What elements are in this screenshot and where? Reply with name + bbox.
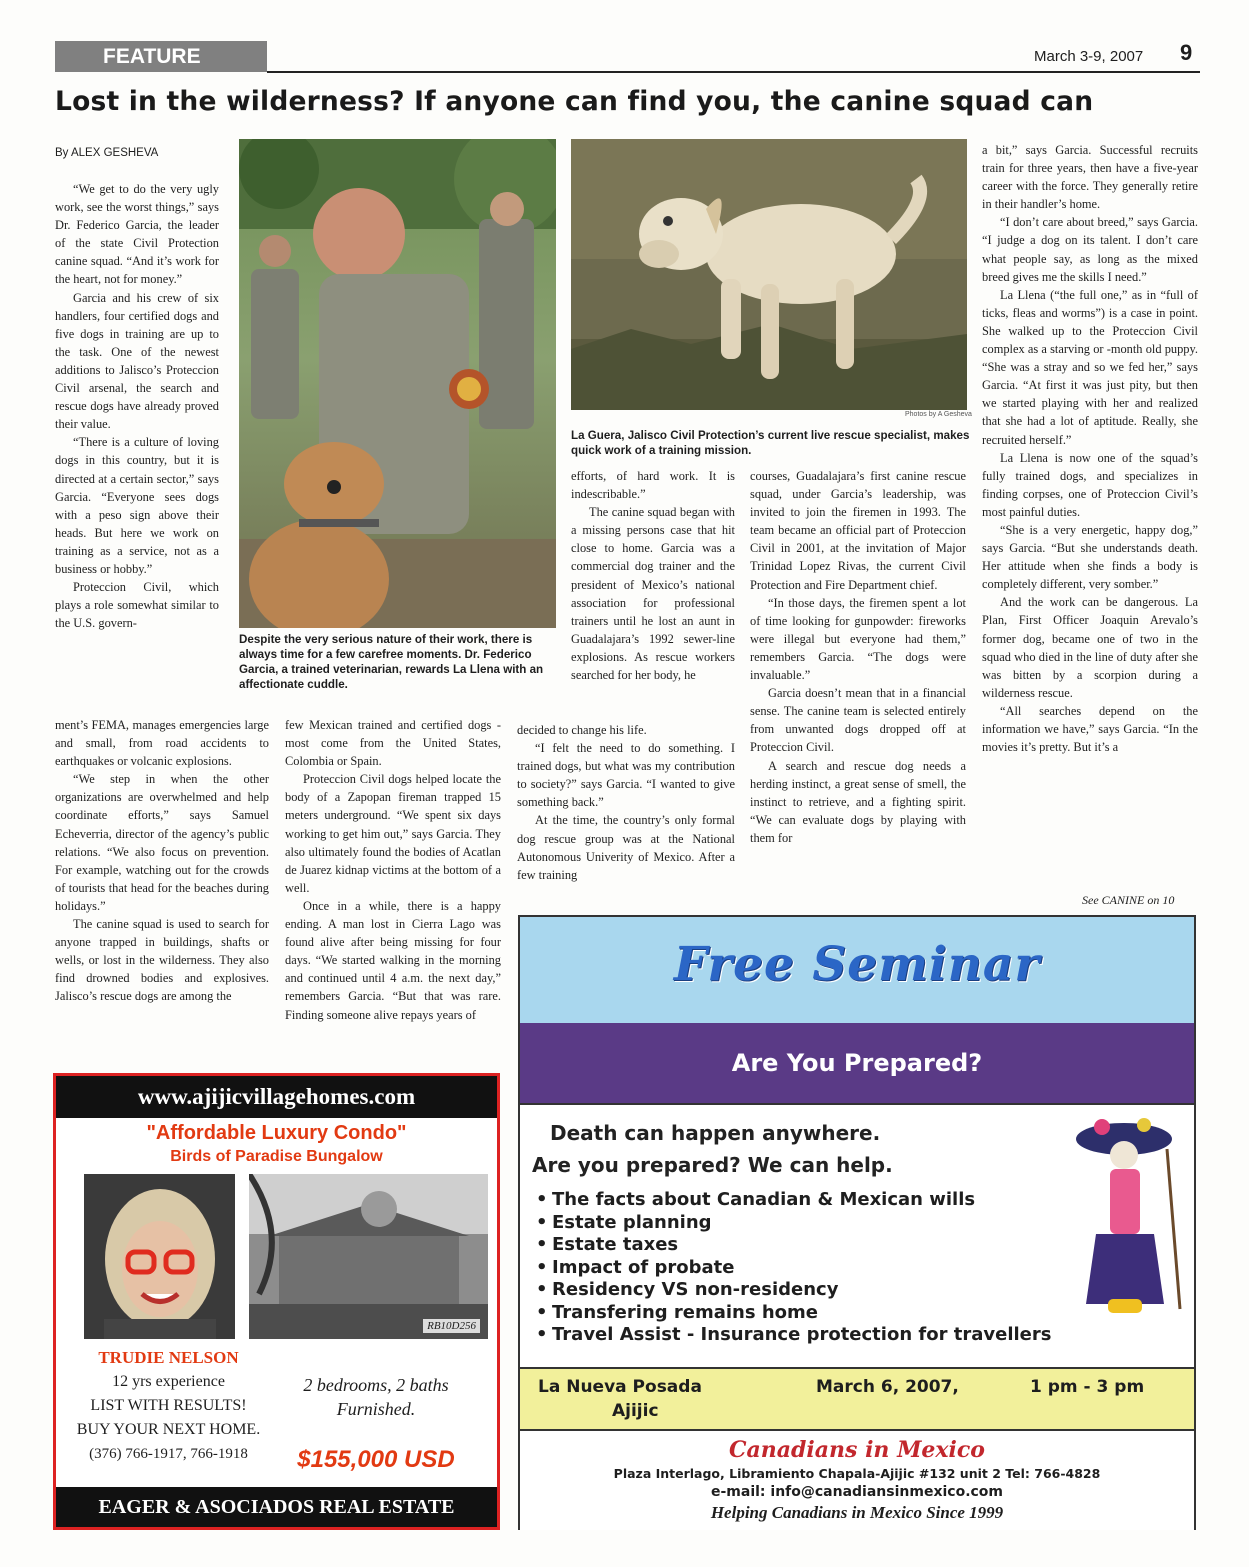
org-name: Canadians in Mexico <box>729 1437 985 1463</box>
list-item: • Impact of probate <box>536 1257 1051 1280</box>
agent-line2: BUY YOUR NEXT HOME. <box>76 1421 261 1438</box>
paragraph: “She is a very energetic, happy dog,” says Garcia. “But she understands death. Her attitude when she finds a body is completely different, very somber.” <box>982 522 1198 592</box>
article-column-1-top <box>55 180 219 632</box>
running-dog-image <box>571 139 967 410</box>
photo2-caption: La Guera, Jalisco Civil Protection’s current live rescue specialist, makes quick work of a training mission. <box>571 429 970 457</box>
article-column-3-top <box>571 467 735 684</box>
seminar-topics <box>536 1189 1051 1347</box>
issue-date: March 3-9, 2007 <box>1034 48 1144 65</box>
paragraph: At the time, the country’s only formal dog rescue group was at the National Autonomous Univerity of Mexico. After a few training <box>517 813 735 882</box>
seminar-ad <box>518 915 1196 1530</box>
paragraph: courses, Guadalajara’s first canine rescue squad, under Garcia’s leadership, was invited to join the firemen in 1993. The team became an official part of Proteccion Civil in 2001, at the invitation of Major Trinidad Lopez Rivas, the current Civil Protection and Fire Department chief. <box>750 469 966 592</box>
agent-experience: 12 yrs experience <box>112 1373 225 1390</box>
photo-officer-with-dog <box>239 139 556 628</box>
paragraph: decided to change his life. <box>517 723 647 737</box>
paragraph: “I felt the need to do something. I trained dogs, but what was my contribution to society?” says Garcia. “I wanted to give something back.” <box>517 741 735 810</box>
paragraph: few Mexican trained and certified dogs - most come from the United States, Colombia or Spain. <box>285 718 501 769</box>
paragraph: “We get to do the very ugly work, see the worst things,” says Dr. Federico Garcia, the leader of the state Civil Protection canine squad. “And it’s work for the heart, not for money.” <box>55 182 219 287</box>
paragraph: a bit,” says Garcia. Successful recruits train for three years, then have a five-year career with the force. They generally retire in their handler’s home. <box>982 143 1198 212</box>
agent-line1: LIST WITH RESULTS! <box>90 1397 247 1414</box>
org-tagline: Helping Canadians in Mexico Since 1999 <box>710 1503 1004 1522</box>
condo-rooms: 2 bedrooms, 2 baths <box>303 1375 449 1395</box>
paragraph: “All searches depend on the information we have,” says Garcia. “In the movies it’s pretty. But it’s a <box>982 703 1198 755</box>
byline: By ALEX GESHEVA <box>55 147 159 159</box>
paragraph: Garcia and his crew of six handlers, four certified dogs and five dogs in training are up to the task. One of the newest additions to Jalisco’s Proteccion Civil arsenal, the search and rescue dogs have already proved their value. <box>55 290 219 432</box>
officer-dog-image <box>239 139 556 628</box>
paragraph: Once in a while, there is a happy ending. A man lost in Cierra Lago was found alive after being missing for four days. “We started walking in the morning and continued until 4 a.m. the next day,” remembers Garcia. “But that was rare. Finding someone alive repays years of <box>285 898 501 1022</box>
agent-name: TRUDIE NELSON <box>98 1348 239 1367</box>
paragraph: The canine squad is used to search for anyone trapped in buildings, shafts or wells, or lost in the wilderness. They also find drowned bodies and explosives. Jalisco’s rescue dogs are among the <box>55 917 269 1004</box>
org-email[interactable]: e-mail: info@canadiansinmexico.com <box>710 1484 1004 1500</box>
paragraph: La Llena is now one of the squad’s fully trained dogs, and specializes in finding corpses, one of Proteccion Civil’s most painful duties. <box>982 450 1198 519</box>
paragraph: efforts, of hard work. It is indescribable.” <box>571 469 735 502</box>
article-column-1-bottom <box>55 716 269 1006</box>
condo-furnished: Furnished. <box>336 1399 416 1419</box>
header-rule <box>267 71 1200 73</box>
realty-title: "Affordable Luxury Condo" <box>146 1122 407 1144</box>
paragraph: Proteccion Civil, which plays a role somewhat similar to the U.S. govern- <box>55 580 219 631</box>
seminar-time: 1 pm - 3 pm <box>1030 1377 1145 1397</box>
list-item: • Estate planning <box>536 1212 1051 1235</box>
list-item: • Travel Assist - Insurance protection for travellers <box>536 1324 1051 1347</box>
photo-running-dog <box>571 139 967 410</box>
list-item: • The facts about Canadian & Mexican wills <box>536 1189 1051 1212</box>
agent-photo <box>84 1174 235 1339</box>
realty-subtitle: Birds of Paradise Bungalow <box>170 1148 383 1165</box>
paragraph: ment’s FEMA, manages emergencies large and small, from road accidents to earthquakes or volcanic explosions. <box>55 718 269 769</box>
seminar-lead-2: Are you prepared? We can help. <box>532 1153 893 1177</box>
paragraph: “I don’t care about breed,” says Garcia. “I judge a dog on its talent. I don’t care what people say, as long as the mixed breed gives me the skills I need.” <box>982 215 1198 284</box>
condo-price: $155,000 USD <box>297 1446 455 1473</box>
section-tag: FEATURE <box>55 41 267 72</box>
list-item: • Residency VS non-residency <box>536 1279 1051 1302</box>
photo-code: RB10D256 <box>423 1319 480 1333</box>
paragraph: A search and rescue dog needs a herding instinct, a great sense of smell, the instinct to retrieve, and a fighting spirit. “We can evaluate dogs by playing with them for <box>750 758 966 845</box>
paragraph: “We step in when the other organizations are overwhelmed and help coordinate efforts,” says Samuel Echeverria, director of the agency’s public relations. “We also focus on prevention. For example, watching out for the crowds of tourists that head for the beaches during holidays.” <box>55 772 269 913</box>
article-column-2 <box>285 716 501 1024</box>
seminar-footer <box>520 1429 1194 1530</box>
seminar-band: Are You Prepared? <box>520 1023 1194 1103</box>
paragraph: And the work can be dangerous. La Plan, First Officer Joaquin Arevalo’s former dog, became one of two in the squad who died in the line of duty after she was bitten by a scorpion during a wilderness rescue. <box>982 595 1198 700</box>
org-address: Plaza Interlago, Libramiento Chapala-Ajijic #132 unit 2 Tel: 766-4828 <box>613 1466 1101 1481</box>
seminar-title: Free Seminar <box>673 937 1041 992</box>
seminar-venue: La Nueva Posada <box>538 1377 702 1397</box>
article-column-5 <box>982 141 1198 756</box>
continued-link[interactable]: See CANINE on 10 <box>1082 893 1175 907</box>
page-number: 9 <box>1180 40 1193 65</box>
photo1-caption: Despite the very serious nature of their work, there is always time for a few carefree moments. Dr. Federico Garcia, a trained veterinarian, rewards La Llena with an affectionate cuddle. <box>239 633 544 691</box>
seminar-venue-town: Ajijic <box>612 1401 659 1421</box>
seminar-lead-1: Death can happen anywhere. <box>550 1121 881 1145</box>
agent-phone[interactable]: (376) 766-1917, 766-1918 <box>89 1446 248 1462</box>
condo-photo <box>249 1174 488 1339</box>
seminar-body <box>520 1103 1194 1369</box>
seminar-event <box>520 1369 1194 1429</box>
catrina-illustration <box>1072 1109 1192 1319</box>
paragraph: La Llena (“the full one,” as in “full of ticks, fleas and worms”) is a case in point. She walked up to the Proteccion Civil complex as a starving or -month old puppy. “She was a stray and so we fed her,” says Garcia. “At first it was just pity, but then we started playing with her and realized that she had a lot of aptitude. Really, she recruited herself.” <box>982 287 1198 447</box>
headline: Lost in the wilderness? If anyone can find you, the canine squad can <box>55 86 1094 117</box>
paragraph: Proteccion Civil dogs helped locate the body of a Zapopan fireman trapped 15 meters underground. “We spent six days working to get him out,” says Garcia. They also ultimately found the bodies of Acatlan de Juarez kidnap victims at the bottom of a well. <box>285 772 501 895</box>
photo-credit: Photos by A Gesheva <box>905 411 972 418</box>
article-column-4 <box>750 467 966 847</box>
paragraph: The canine squad began with a missing persons case that hit close to home. Garcia was a commercial dog trainer and the president of Mexico’s national association for professional trainers until he lost an aunt in Guadalajara’s 1992 sewer-line explosions. As rescue workers searched for her body, he <box>571 505 735 683</box>
article-column-3-bottom <box>517 721 735 884</box>
list-item: • Estate taxes <box>536 1234 1051 1257</box>
list-item: • Transfering remains home <box>536 1302 1051 1325</box>
seminar-date: March 6, 2007, <box>816 1377 959 1397</box>
realty-ad <box>53 1073 500 1530</box>
realty-url[interactable]: www.ajijicvillagehomes.com <box>56 1076 497 1118</box>
paragraph: Garcia doesn’t mean that in a financial sense. The canine team is selected entirely from unwanted dogs dropped off at Proteccion Civil. <box>750 686 966 755</box>
realty-footer: EAGER & ASOCIADOS REAL ESTATE <box>56 1487 497 1527</box>
paragraph: “In those days, the firemen spent a lot of time looking for gunpowder: fireworks were illegal but everyone had them,” remembers Garcia. “The dogs were invaluable.” <box>750 595 966 683</box>
paragraph: “There is a culture of loving dogs in this country, but it is directed at a certain sector,” says Garcia. “Everyone sees dogs with a peso sign above their heads. But here we work on training as a service, not as a business or hobby.” <box>55 435 219 576</box>
